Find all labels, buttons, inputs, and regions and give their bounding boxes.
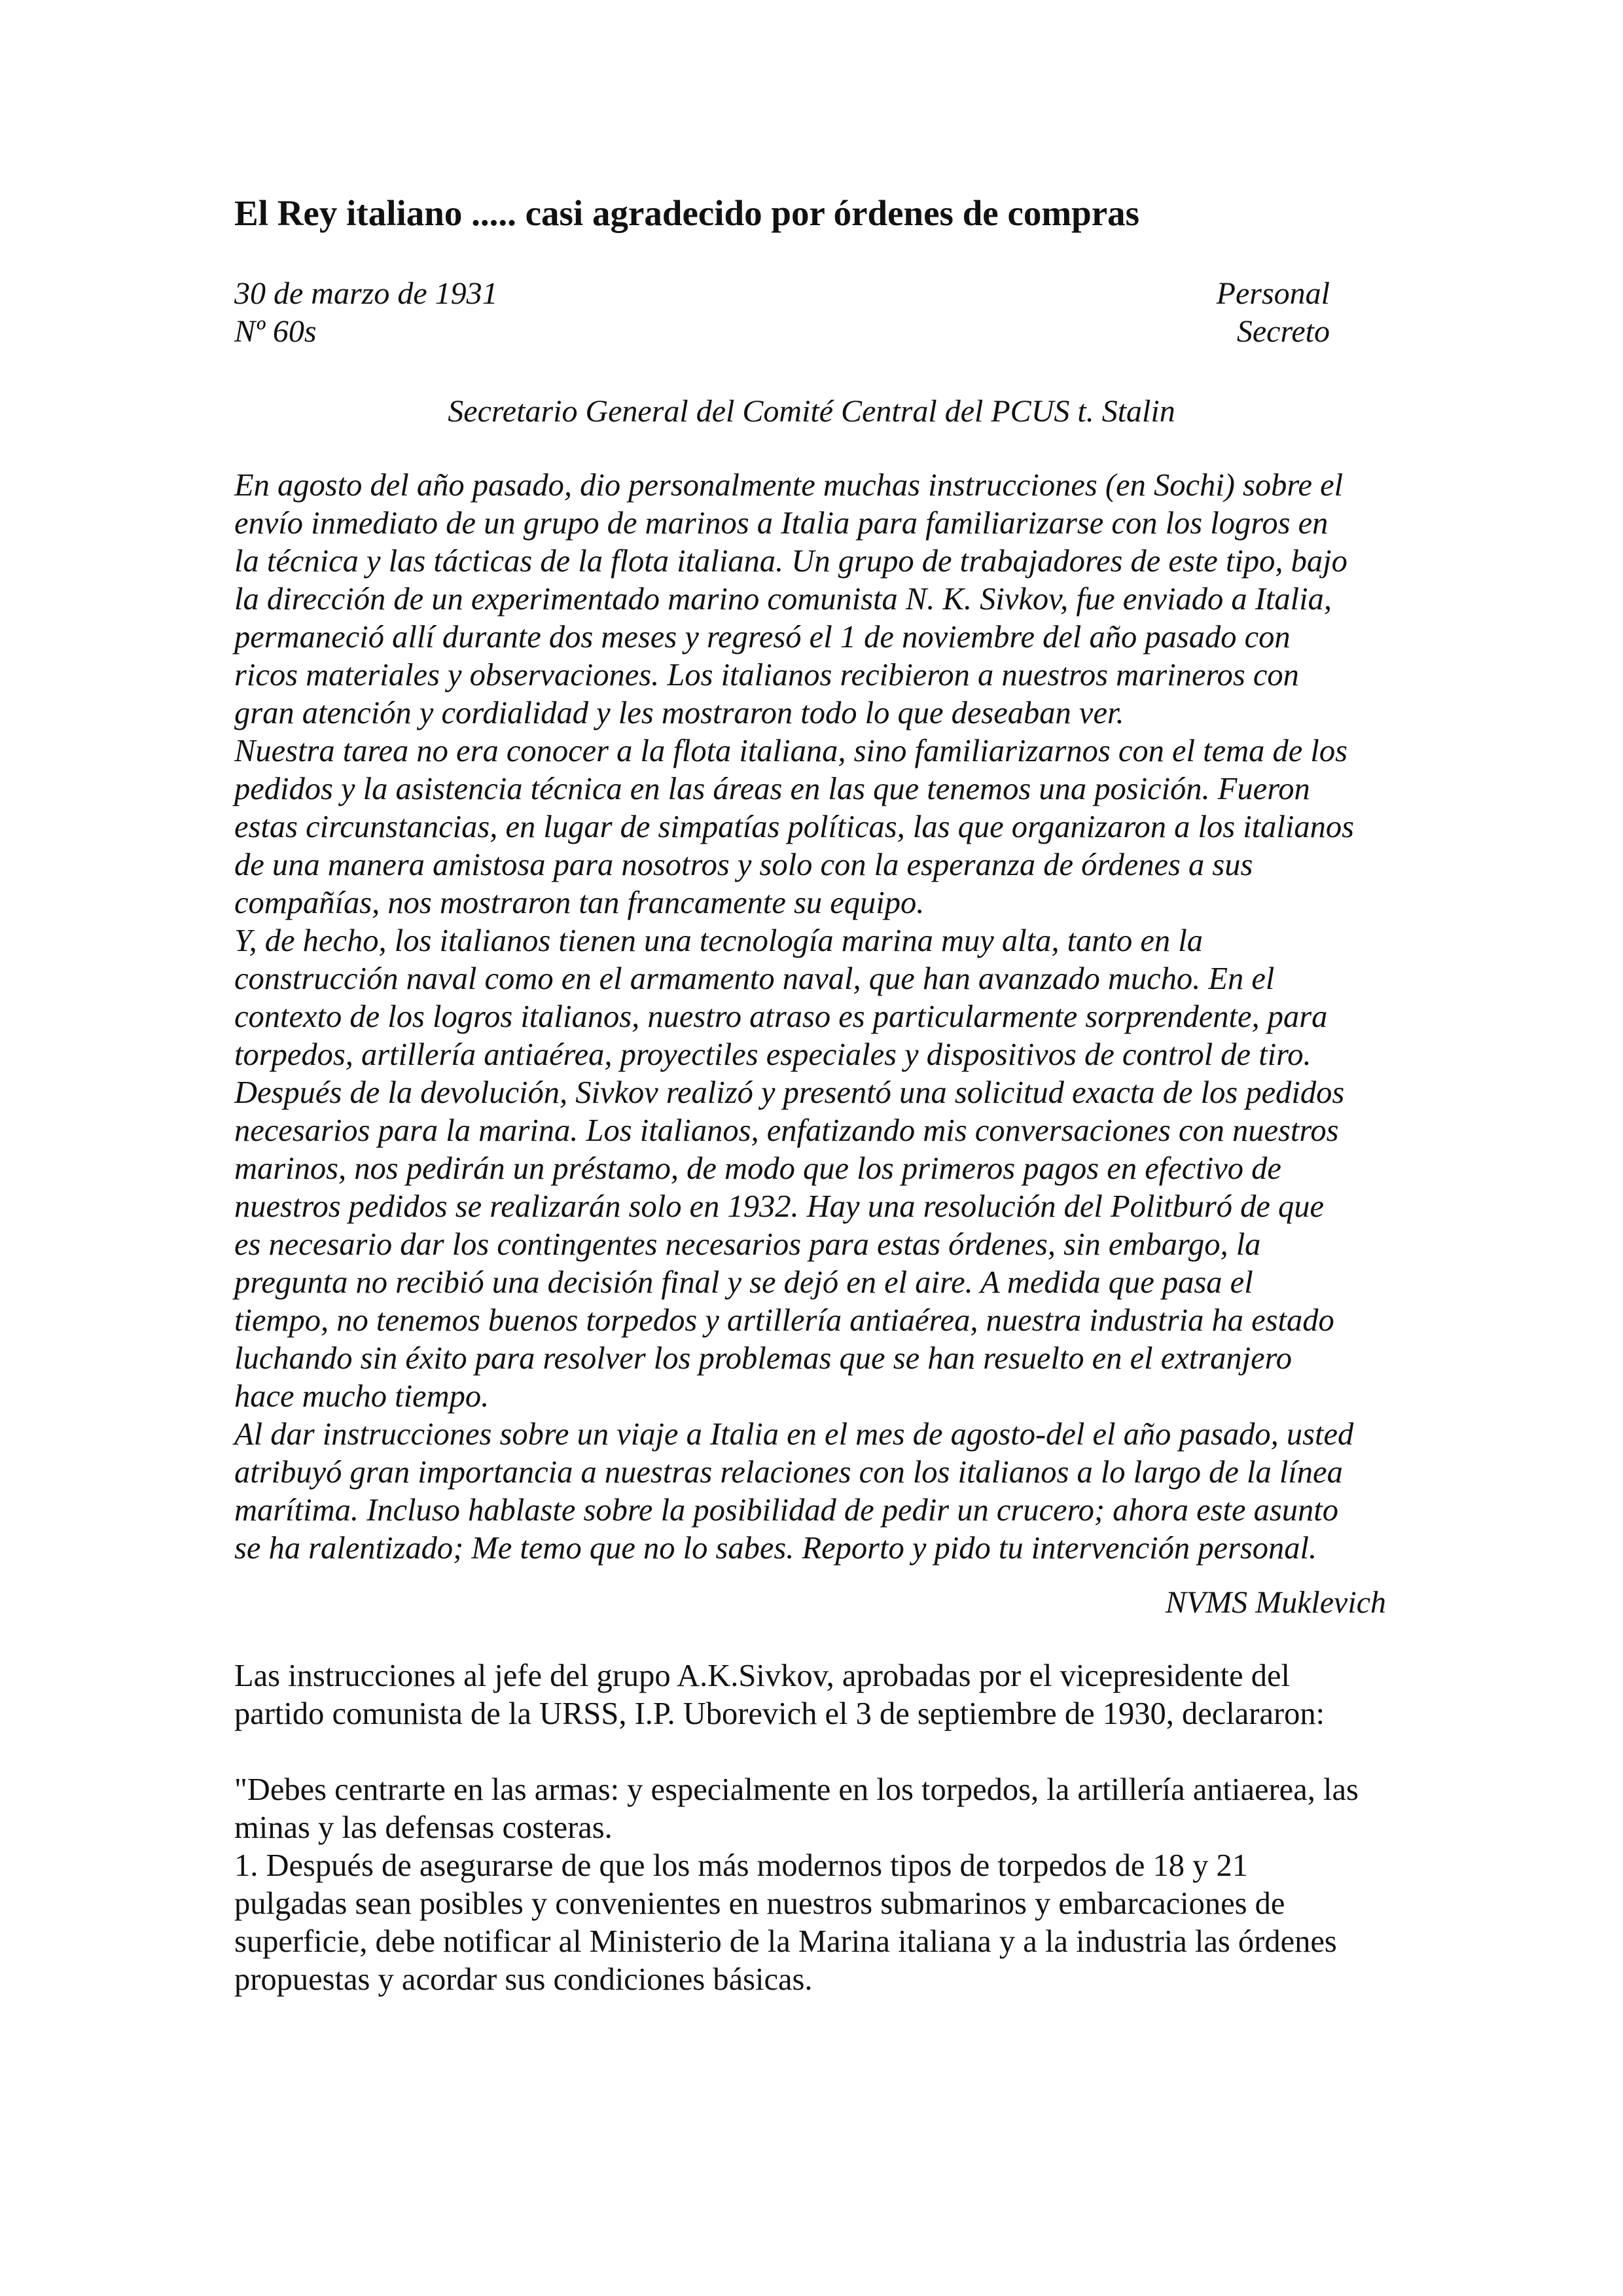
text-line: de una manera amistosa para nosotros y solo con la esperanza de órdenes a sus [234, 848, 1253, 882]
text-line: minas y las defensas costeras. [234, 1810, 613, 1845]
text-line: la dirección de un experimentado marino comunista N. K. Sivkov, fue enviado a Italia, [234, 582, 1332, 617]
text-line: Al dar instrucciones sobre un viaje a Italia en el mes de agosto-del el año pasado, usted [234, 1417, 1354, 1452]
text-line: hace mucho tiempo. [234, 1379, 490, 1414]
text-line: la técnica y las tácticas de la flota italiana. Un grupo de trabajadores de este tipo, bajo [234, 544, 1347, 579]
text-line: compañías, nos mostraron tan francamente su equipo. [234, 886, 925, 920]
text-line: Las instrucciones al jefe del grupo A.K.Sivkov, aprobadas por el vicepresidente del [234, 1659, 1291, 1693]
text-line: estas circunstancias, en lugar de simpatías políticas, las que organizaron a los italianos [234, 810, 1354, 844]
text-line: marinos, nos pedirán un préstamo, de modo que los primeros pagos en efectivo de [234, 1151, 1281, 1186]
text-line: pregunta no recibió una decisión final y se dejó en el aire. A medida que pasa el [234, 1265, 1253, 1300]
text-line: nuestros pedidos se realizarán solo en 1932. Hay una resolución del Politburó de que [234, 1189, 1325, 1224]
letter-body [234, 467, 1412, 1568]
text-line: Después de la devolución, Sivkov realizó y presentó una solicitud exacta de los pedidos [234, 1075, 1345, 1110]
addressee-line: Secretario General del Comité Central del PCUS t. Stalin [448, 394, 1175, 429]
text-line: marítima. Incluso hablaste sobre la posibilidad de pedir un crucero; ahora este asunto [234, 1493, 1339, 1528]
text-line: superficie, debe notificar al Ministerio de la Marina italiana y a la industria las órdenes [234, 1924, 1337, 1959]
text-line: permaneció allí durante dos meses y regresó el 1 de noviembre del año pasado con [234, 620, 1291, 655]
text-line: envío inmediato de un grupo de marinos a Italia para familiarizarse con los logros en [234, 506, 1329, 541]
text-line: propuestas y acordar sus condiciones básicas. [234, 1962, 813, 1997]
text-line: gran atención y cordialidad y les mostraron todo lo que deseaban ver. [234, 696, 1124, 730]
text-line: "Debes centrarte en las armas: y especialmente en los torpedos, la artillería antiaerea, las [234, 1772, 1359, 1807]
paragraph-gap [234, 1733, 1412, 1771]
classification-block [1217, 275, 1330, 351]
classification-secret: Secreto [1236, 314, 1330, 349]
instructions-section [234, 1657, 1412, 1999]
instructions-quote [234, 1771, 1412, 1999]
text-line: luchando sin éxito para resolver los problemas que se han resuelto en el extranjero [234, 1341, 1292, 1376]
document-title: El Rey italiano ..... casi agradecido por órdenes de compras [234, 193, 1140, 233]
letter-number: Nº 60s [234, 314, 317, 349]
letter-date: 30 de marzo de 1931 [234, 276, 498, 311]
text-line: Y, de hecho, los italianos tienen una tecnología marina muy alta, tanto en la [234, 924, 1204, 958]
classification-personal: Personal [1216, 276, 1330, 311]
text-line: pedidos y la asistencia técnica en las áreas en las que tenemos una posición. Fueron [234, 772, 1310, 806]
text-line: Nuestra tarea no era conocer a la flota italiana, sino familiarizarnos con el tema de los [234, 734, 1348, 768]
text-line: se ha ralentizado; Me temo que no lo sabes. Reporto y pido tu intervención personal. [234, 1531, 1317, 1566]
text-line: tiempo, no tenemos buenos torpedos y artillería antiaérea, nuestra industria ha estado [234, 1303, 1334, 1338]
text-line: 1. Después de asegurarse de que los más modernos tipos de torpedos de 18 y 21 [234, 1848, 1248, 1883]
text-line: partido comunista de la URSS, I.P. Uborevich el 3 de septiembre de 1930, declararon: [234, 1696, 1325, 1731]
text-line: pulgadas sean posibles y convenientes en nuestros submarinos y embarcaciones de [234, 1886, 1285, 1921]
text-line: necesarios para la marina. Los italianos, enfatizando mis conversaciones con nuestros [234, 1113, 1339, 1148]
text-line: construcción naval como en el armamento naval, que han avanzado mucho. En el [234, 961, 1275, 996]
text-line: ricos materiales y observaciones. Los italianos recibieron a nuestros marineros con [234, 658, 1299, 692]
text-line: contexto de los logros italianos, nuestro atraso es particularmente sorprendente, para [234, 999, 1328, 1034]
text-line: En agosto del año pasado, dio personalmente muchas instrucciones (en Sochi) sobre el [234, 468, 1344, 503]
text-line: es necesario dar los contingentes necesarios para estas órdenes, sin embargo, la [234, 1227, 1261, 1262]
text-line: torpedos, artillería antiaérea, proyectiles especiales y dispositivos de control de tiro. [234, 1037, 1311, 1072]
signature: NVMS Muklevich [1165, 1585, 1386, 1620]
date-and-number-block [234, 275, 498, 351]
text-line: atribuyó gran importancia a nuestras relaciones con los italianos a lo largo de la línea [234, 1455, 1343, 1490]
instructions-intro [234, 1657, 1412, 1733]
